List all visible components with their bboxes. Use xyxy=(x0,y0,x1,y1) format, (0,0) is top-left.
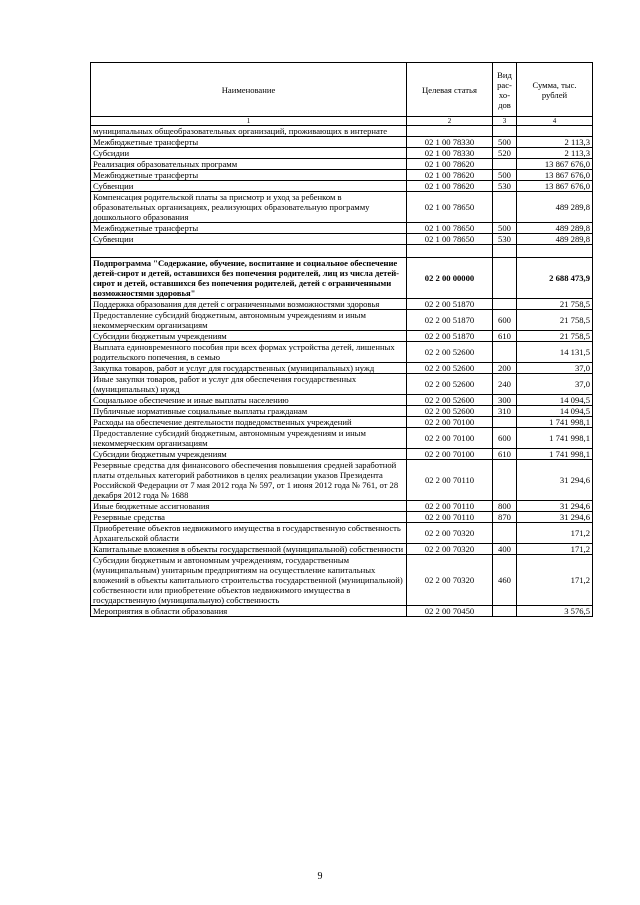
column-number: 1 xyxy=(91,117,407,126)
row-expense-type-cell: 500 xyxy=(493,137,517,148)
budget-table xyxy=(90,62,593,617)
row-target-article-cell: 02 2 00 52600 xyxy=(407,374,493,395)
row-name-cell: Приобретение объектов недвижимого имущества в государственную собственность Архангельской области xyxy=(91,523,407,544)
column-number: 3 xyxy=(493,117,517,126)
row-name-cell: Предоставление субсидий бюджетным, автономным учреждениям и иным некоммерческим организациям xyxy=(91,428,407,449)
row-expense-type-cell xyxy=(493,523,517,544)
table-row xyxy=(91,342,593,363)
row-target-article-cell: 02 2 00 52600 xyxy=(407,342,493,363)
row-expense-type-cell: 610 xyxy=(493,449,517,460)
row-sum-cell: 21 758,5 xyxy=(517,310,593,331)
row-expense-type-cell xyxy=(493,159,517,170)
row-target-article-cell: 02 2 00 52600 xyxy=(407,363,493,374)
table-row xyxy=(91,417,593,428)
row-sum-cell: 31 294,6 xyxy=(517,512,593,523)
row-name-cell: Подпрограмма "Содержание, обучение, воспитание и социальное обеспечение детей-сирот и детей, оставшихся без попечения родителей, лиц из числа детей-сирот и детей, оставшихся без попечения родителей, детей с ограниченными возможностями здоровья" xyxy=(91,258,407,299)
row-expense-type-cell xyxy=(493,342,517,363)
column-number: 4 xyxy=(517,117,593,126)
row-name-cell: муниципальных общеобразовательных организаций, проживающих в интернате xyxy=(91,126,407,137)
row-expense-type-cell: 870 xyxy=(493,512,517,523)
row-sum-cell: 14 131,5 xyxy=(517,342,593,363)
row-name-cell: Реализация образовательных программ xyxy=(91,159,407,170)
row-name-cell: Социальное обеспечение и иные выплаты населению xyxy=(91,395,407,406)
row-sum-cell: 21 758,5 xyxy=(517,299,593,310)
row-target-article-cell: 02 2 00 70110 xyxy=(407,501,493,512)
row-sum-cell: 171,2 xyxy=(517,555,593,606)
row-name-cell: Межбюджетные трансферты xyxy=(91,223,407,234)
row-name-cell xyxy=(91,245,407,258)
table-row xyxy=(91,523,593,544)
row-sum-cell xyxy=(517,245,593,258)
row-name-cell: Мероприятия в области образования xyxy=(91,606,407,617)
row-expense-type-cell: 800 xyxy=(493,501,517,512)
row-name-cell: Межбюджетные трансферты xyxy=(91,170,407,181)
row-name-cell: Субсидии бюджетным и автономным учреждениям, государственным (муниципальным) унитарным предприятиям на осуществление капитальных вложений в объекты капитального строительства государственной (муниципальной) собственности или приобретение объектов недвижимого имущества в государственную (муниципальную) собственность xyxy=(91,555,407,606)
table-row xyxy=(91,460,593,501)
row-sum-cell: 31 294,6 xyxy=(517,460,593,501)
row-expense-type-cell xyxy=(493,192,517,223)
row-target-article-cell: 02 2 00 70320 xyxy=(407,523,493,544)
row-sum-cell: 31 294,6 xyxy=(517,501,593,512)
table-row xyxy=(91,245,593,258)
row-name-cell: Поддержка образования для детей с ограниченными возможностями здоровья xyxy=(91,299,407,310)
row-expense-type-cell: 600 xyxy=(493,428,517,449)
table-body xyxy=(91,126,593,617)
row-expense-type-cell: 400 xyxy=(493,544,517,555)
row-target-article-cell: 02 2 00 51870 xyxy=(407,299,493,310)
row-target-article-cell: 02 2 00 52600 xyxy=(407,395,493,406)
row-target-article-cell xyxy=(407,126,493,137)
table-row xyxy=(91,406,593,417)
table-header-row xyxy=(91,63,593,117)
row-target-article-cell: 02 2 00 52600 xyxy=(407,406,493,417)
table-row xyxy=(91,170,593,181)
page-number: 9 xyxy=(317,871,323,882)
row-sum-cell: 1 741 998,1 xyxy=(517,428,593,449)
row-name-cell: Субсидии xyxy=(91,148,407,159)
table-row xyxy=(91,148,593,159)
table-row xyxy=(91,192,593,223)
row-target-article-cell: 02 2 00 70450 xyxy=(407,606,493,617)
row-expense-type-cell xyxy=(493,126,517,137)
row-name-cell: Субсидии бюджетным учреждениям xyxy=(91,331,407,342)
row-name-cell: Расходы на обеспечение деятельности подведомственных учреждений xyxy=(91,417,407,428)
row-sum-cell: 489 289,8 xyxy=(517,223,593,234)
row-expense-type-cell: 610 xyxy=(493,331,517,342)
row-name-cell: Межбюджетные трансферты xyxy=(91,137,407,148)
row-target-article-cell: 02 2 00 70320 xyxy=(407,555,493,606)
row-name-cell: Субвенции xyxy=(91,234,407,245)
row-target-article-cell: 02 2 00 70100 xyxy=(407,449,493,460)
table-row xyxy=(91,331,593,342)
row-expense-type-cell xyxy=(493,606,517,617)
row-expense-type-cell: 600 xyxy=(493,310,517,331)
table-row xyxy=(91,606,593,617)
row-sum-cell: 21 758,5 xyxy=(517,331,593,342)
row-expense-type-cell xyxy=(493,245,517,258)
header-name: Наименование xyxy=(91,63,407,117)
row-expense-type-cell xyxy=(493,299,517,310)
row-expense-type-cell: 300 xyxy=(493,395,517,406)
row-sum-cell: 489 289,8 xyxy=(517,234,593,245)
column-number-row xyxy=(91,117,593,126)
table-row xyxy=(91,159,593,170)
column-number: 2 xyxy=(407,117,493,126)
row-sum-cell: 14 094,5 xyxy=(517,406,593,417)
row-name-cell: Резервные средства для финансового обеспечения повышения средней заработной платы отдельных категорий работников в целях реализации указов Президента Российской Федерации от 7 мая 2012 года № 597, от 1 июня 2012 года № 761, от 28 декабря 2012 года № 1688 xyxy=(91,460,407,501)
row-target-article-cell: 02 2 00 70110 xyxy=(407,460,493,501)
row-target-article-cell: 02 1 00 78650 xyxy=(407,223,493,234)
row-target-article-cell: 02 2 00 70110 xyxy=(407,512,493,523)
table-row xyxy=(91,395,593,406)
table-row xyxy=(91,363,593,374)
row-sum-cell: 13 867 676,0 xyxy=(517,159,593,170)
row-sum-cell: 14 094,5 xyxy=(517,395,593,406)
header-sum: Сумма, тыс. рублей xyxy=(517,63,593,117)
row-name-cell: Субсидии бюджетным учреждениям xyxy=(91,449,407,460)
row-expense-type-cell: 310 xyxy=(493,406,517,417)
row-target-article-cell: 02 1 00 78620 xyxy=(407,181,493,192)
row-sum-cell: 13 867 676,0 xyxy=(517,170,593,181)
row-target-article-cell: 02 1 00 78620 xyxy=(407,170,493,181)
row-target-article-cell xyxy=(407,245,493,258)
table-row xyxy=(91,555,593,606)
row-target-article-cell: 02 2 00 51870 xyxy=(407,310,493,331)
row-target-article-cell: 02 1 00 78650 xyxy=(407,234,493,245)
row-target-article-cell: 02 2 00 51870 xyxy=(407,331,493,342)
row-expense-type-cell: 500 xyxy=(493,223,517,234)
row-sum-cell: 3 576,5 xyxy=(517,606,593,617)
row-target-article-cell: 02 1 00 78330 xyxy=(407,148,493,159)
row-name-cell: Капитальные вложения в объекты государственной (муниципальной) собственности xyxy=(91,544,407,555)
table-row xyxy=(91,512,593,523)
row-name-cell: Выплата единовременного пособия при всех формах устройства детей, лишенных родительского попечения, в семью xyxy=(91,342,407,363)
table-row xyxy=(91,181,593,192)
table-row xyxy=(91,501,593,512)
row-sum-cell: 37,0 xyxy=(517,363,593,374)
table-row xyxy=(91,449,593,460)
header-target-article: Целевая статья xyxy=(407,63,493,117)
row-sum-cell: 2 113,3 xyxy=(517,148,593,159)
row-target-article-cell: 02 1 00 78620 xyxy=(407,159,493,170)
table-row xyxy=(91,544,593,555)
row-sum-cell xyxy=(517,126,593,137)
row-name-cell: Предоставление субсидий бюджетным, автономным учреждениям и иным некоммерческим организациям xyxy=(91,310,407,331)
row-name-cell: Резервные средства xyxy=(91,512,407,523)
row-sum-cell: 13 867 676,0 xyxy=(517,181,593,192)
row-sum-cell: 171,2 xyxy=(517,523,593,544)
table-row xyxy=(91,310,593,331)
row-target-article-cell: 02 2 00 70320 xyxy=(407,544,493,555)
row-target-article-cell: 02 1 00 78330 xyxy=(407,137,493,148)
row-expense-type-cell: 520 xyxy=(493,148,517,159)
table-row xyxy=(91,299,593,310)
row-target-article-cell: 02 1 00 78650 xyxy=(407,192,493,223)
row-expense-type-cell xyxy=(493,460,517,501)
table-row xyxy=(91,258,593,299)
table-row xyxy=(91,428,593,449)
table-row xyxy=(91,234,593,245)
row-expense-type-cell: 500 xyxy=(493,170,517,181)
row-name-cell: Иные закупки товаров, работ и услуг для обеспечения государственных (муниципальных) нужд xyxy=(91,374,407,395)
table-row xyxy=(91,126,593,137)
row-expense-type-cell: 240 xyxy=(493,374,517,395)
row-target-article-cell: 02 2 00 00000 xyxy=(407,258,493,299)
row-name-cell: Компенсация родительской платы за присмотр и уход за ребенком в образовательных организациях, реализующих образовательную программу дошкольного образования xyxy=(91,192,407,223)
row-name-cell: Публичные нормативные социальные выплаты гражданам xyxy=(91,406,407,417)
row-target-article-cell: 02 2 00 70100 xyxy=(407,428,493,449)
row-sum-cell: 2 113,3 xyxy=(517,137,593,148)
header-expense-type: Вид рас-хо-дов xyxy=(493,63,517,117)
row-expense-type-cell xyxy=(493,258,517,299)
row-sum-cell: 2 688 473,9 xyxy=(517,258,593,299)
row-name-cell: Закупка товаров, работ и услуг для государственных (муниципальных) нужд xyxy=(91,363,407,374)
row-name-cell: Иные бюджетные ассигнования xyxy=(91,501,407,512)
row-sum-cell: 1 741 998,1 xyxy=(517,417,593,428)
row-name-cell: Субвенции xyxy=(91,181,407,192)
row-sum-cell: 37,0 xyxy=(517,374,593,395)
table-row xyxy=(91,137,593,148)
row-expense-type-cell: 530 xyxy=(493,181,517,192)
row-sum-cell: 1 741 998,1 xyxy=(517,449,593,460)
row-expense-type-cell xyxy=(493,417,517,428)
table-row xyxy=(91,223,593,234)
row-expense-type-cell: 460 xyxy=(493,555,517,606)
row-expense-type-cell: 200 xyxy=(493,363,517,374)
row-sum-cell: 171,2 xyxy=(517,544,593,555)
row-target-article-cell: 02 2 00 70100 xyxy=(407,417,493,428)
table-row xyxy=(91,374,593,395)
row-expense-type-cell: 530 xyxy=(493,234,517,245)
row-sum-cell: 489 289,8 xyxy=(517,192,593,223)
